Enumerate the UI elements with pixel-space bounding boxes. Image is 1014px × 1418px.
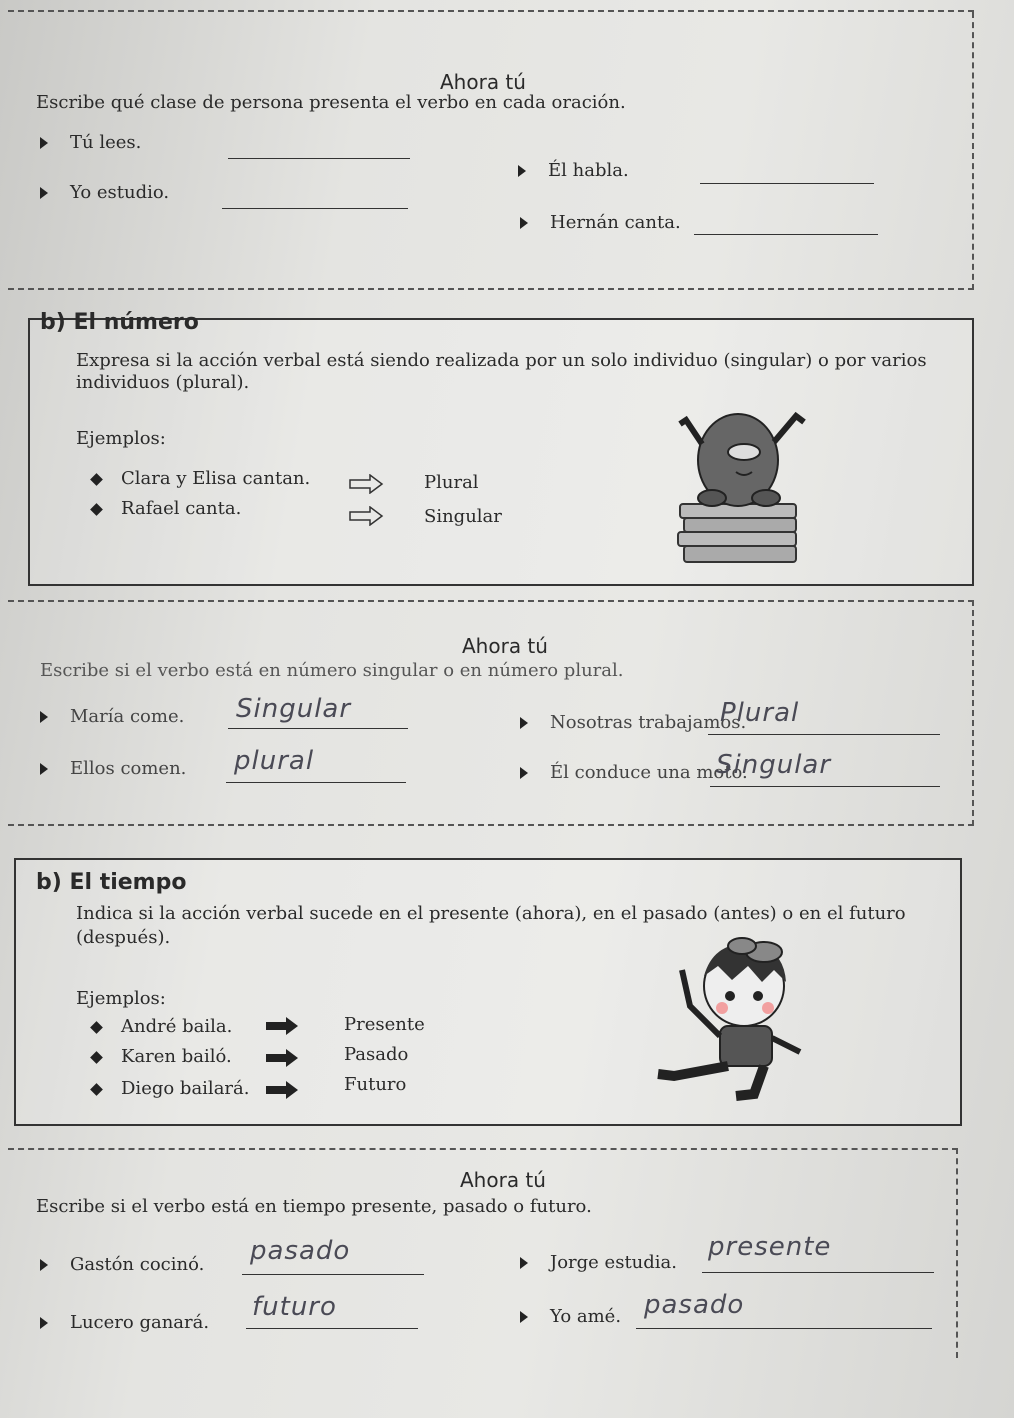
section2-title: Ahora tú [462, 634, 548, 658]
answer-line[interactable] [710, 786, 940, 787]
handwritten-answer: pasado [250, 1236, 351, 1266]
section3-title: Ahora tú [460, 1168, 546, 1192]
handwritten-answer: Singular [716, 750, 832, 780]
numero-description: Expresa si la acción verbal está siendo realizada por un solo individuo (singular) o por varios individuos (plural). [76, 350, 927, 393]
tiempo-result-1: Presente [344, 1014, 425, 1035]
bullet-icon [520, 217, 528, 229]
numero-result-1: Plural [424, 472, 479, 493]
diamond-icon [90, 1083, 103, 1096]
section1-top-border [8, 10, 974, 12]
arrow-outline-icon [348, 506, 384, 526]
tiempo-examples-label: Ejemplos: [76, 988, 166, 1009]
bullet-icon [518, 165, 526, 177]
section3-item-2: Jorge estudia. [520, 1252, 677, 1273]
tiempo-result-3: Futuro [344, 1074, 407, 1095]
bullet-icon [40, 711, 48, 723]
section1-item-2: Él habla. [518, 160, 629, 181]
bullet-icon [520, 1311, 528, 1323]
bullet-icon [40, 187, 48, 199]
numero-title: b) El número [40, 310, 199, 335]
numero-result-2: Singular [424, 506, 502, 527]
section1-item-4: Hernán canta. [520, 212, 681, 233]
handwritten-answer: Singular [236, 694, 352, 724]
section1-box [8, 12, 974, 290]
diamond-icon [90, 473, 103, 486]
tiempo-example-2: Karen bailó. [92, 1046, 232, 1067]
answer-line[interactable] [222, 208, 408, 209]
bullet-icon [520, 767, 528, 779]
mascot-on-books-illustration [672, 394, 832, 576]
tiempo-result-2: Pasado [344, 1044, 409, 1065]
answer-line[interactable] [228, 728, 408, 729]
arrow-filled-icon [264, 1080, 300, 1100]
section2-instruction: Escribe si el verbo está en número singular o en número plural. [40, 660, 624, 681]
bullet-icon [40, 1317, 48, 1329]
boy-character-illustration [644, 926, 824, 1106]
section3-item-4: Yo amé. [520, 1306, 621, 1327]
handwritten-answer: Plural [720, 698, 800, 728]
section1-instruction: Escribe qué clase de persona presenta el verbo en cada oración. [36, 92, 626, 113]
numero-examples-label: Ejemplos: [76, 428, 166, 449]
bullet-icon [520, 717, 528, 729]
section3-item-1: Gastón cocinó. [40, 1254, 204, 1275]
section2-item-3: Ellos comen. [40, 758, 186, 779]
bullet-icon [40, 1259, 48, 1271]
tiempo-example-1: André baila. [92, 1016, 232, 1037]
handwritten-answer: plural [234, 746, 315, 776]
bullet-icon [40, 763, 48, 775]
answer-line[interactable] [228, 158, 410, 159]
diamond-icon [90, 503, 103, 516]
numero-example-1: Clara y Elisa cantan. [92, 468, 310, 489]
handwritten-answer: futuro [252, 1292, 337, 1322]
section2-item-4: Él conduce una moto. [520, 762, 748, 783]
arrow-filled-icon [264, 1048, 300, 1068]
section3-instruction: Escribe si el verbo está en tiempo presente, pasado o futuro. [36, 1196, 592, 1217]
tiempo-title: b) El tiempo [36, 870, 187, 895]
numero-example-2: Rafael canta. [92, 498, 241, 519]
section1-item-1: Tú lees. [40, 132, 141, 153]
answer-line[interactable] [226, 782, 406, 783]
answer-line[interactable] [708, 734, 940, 735]
tiempo-example-3: Diego bailará. [92, 1078, 249, 1099]
arrow-filled-icon [264, 1016, 300, 1036]
bullet-icon [520, 1257, 528, 1269]
answer-line[interactable] [700, 183, 874, 184]
section3-item-3: Lucero ganará. [40, 1312, 209, 1333]
answer-line[interactable] [242, 1274, 424, 1275]
arrow-outline-icon [348, 474, 384, 494]
bullet-icon [40, 137, 48, 149]
section2-item-1: María come. [40, 706, 184, 727]
tiempo-description: Indica si la acción verbal sucede en el presente (ahora), en el pasado (antes) o en el futuro (después). [76, 903, 906, 948]
answer-line[interactable] [702, 1272, 934, 1273]
diamond-icon [90, 1051, 103, 1064]
answer-line[interactable] [246, 1328, 418, 1329]
handwritten-answer: presente [708, 1232, 832, 1262]
section2-item-2: Nosotras trabajamos. [520, 712, 746, 733]
answer-line[interactable] [636, 1328, 932, 1329]
answer-line[interactable] [694, 234, 878, 235]
handwritten-answer: pasado [644, 1290, 745, 1320]
section1-title: Ahora tú [440, 70, 526, 94]
diamond-icon [90, 1021, 103, 1034]
section1-item-3: Yo estudio. [40, 182, 169, 203]
